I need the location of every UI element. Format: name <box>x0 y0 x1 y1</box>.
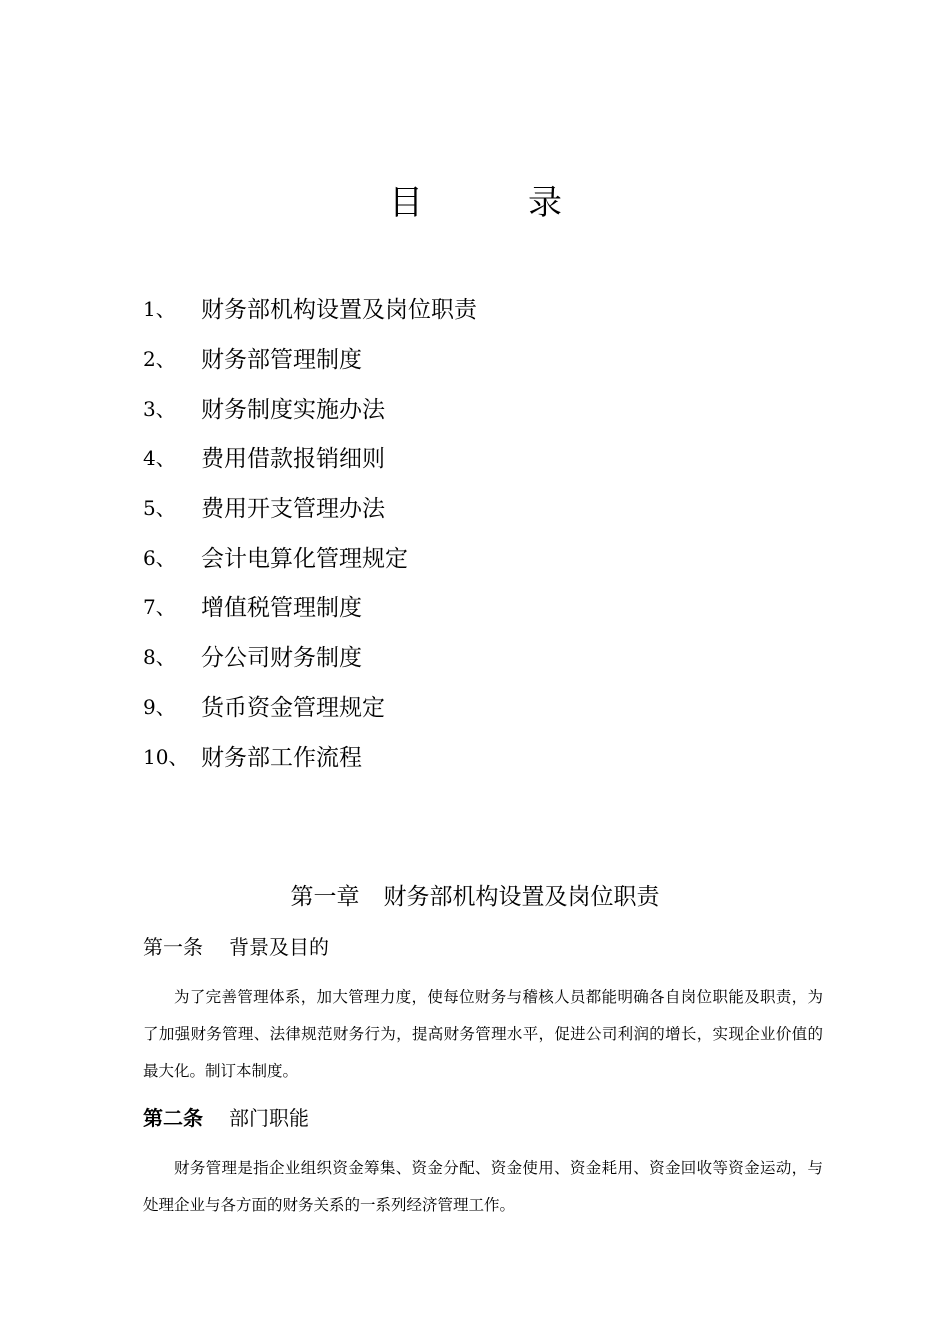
chapter-heading <box>0 878 950 916</box>
toc-item-number: 6、 <box>143 545 176 570</box>
toc-item-number: 7、 <box>143 595 176 620</box>
toc-item[interactable] <box>143 531 843 581</box>
toc-item-number: 2、 <box>143 347 176 372</box>
toc-item-label: 分公司财务制度 <box>201 645 362 672</box>
toc-item-number: 8、 <box>143 645 176 670</box>
article-2-body: 财务管理是指企业组织资金筹集、资金分配、资金使用、资金耗用、资金回收等资金运动，与处理企业与各方面的财务关系的一系列经济管理工作。 <box>143 1159 823 1214</box>
article-2-number: 第二条 <box>143 1106 203 1130</box>
toc-item[interactable] <box>143 482 843 532</box>
article-1-number: 第一条 <box>143 935 203 959</box>
toc-item[interactable] <box>143 730 843 780</box>
article-1-title: 背景及目的 <box>229 935 329 959</box>
toc-item-number: 10、 <box>143 744 189 769</box>
article-2-title: 部门职能 <box>229 1106 309 1130</box>
toc-item[interactable] <box>143 432 843 482</box>
toc-item[interactable] <box>143 283 843 333</box>
toc-item-number: 1、 <box>143 297 176 322</box>
toc-item[interactable] <box>143 333 843 383</box>
toc-item-label: 财务部工作流程 <box>201 744 362 771</box>
toc-item-number: 3、 <box>143 396 176 421</box>
toc-title-char-1: 目 <box>389 183 423 223</box>
toc-item-number: 9、 <box>143 694 176 719</box>
toc-list <box>143 283 843 780</box>
toc-title <box>0 180 950 230</box>
toc-item[interactable] <box>143 581 843 631</box>
toc-item-label: 费用借款报销细则 <box>201 446 385 473</box>
article-2-heading <box>143 1103 309 1133</box>
toc-item-number: 5、 <box>143 496 176 521</box>
toc-item-label: 货币资金管理规定 <box>201 694 385 721</box>
toc-item-number: 4、 <box>143 446 176 471</box>
article-1-body: 为了完善管理体系，加大管理力度，使每位财务与稽核人员都能明确各自岗位职能及职责，为了加强财务管理、法律规范财务行为，提高财务管理水平，促进公司利润的增长，实现企业价值的最大化。制订本制度。 <box>143 988 823 1080</box>
toc-item-label: 财务部机构设置及岗位职责 <box>201 297 477 324</box>
chapter-number: 第一章 <box>290 884 360 910</box>
toc-title-char-2: 录 <box>528 183 562 223</box>
toc-item[interactable] <box>143 681 843 731</box>
article-1-heading <box>143 932 329 962</box>
toc-item-label: 费用开支管理办法 <box>201 496 385 523</box>
toc-item-label: 增值税管理制度 <box>201 595 362 622</box>
toc-item[interactable] <box>143 631 843 681</box>
toc-item-label: 财务部管理制度 <box>201 347 362 374</box>
toc-item-label: 财务制度实施办法 <box>201 396 385 423</box>
toc-item-label: 会计电算化管理规定 <box>201 545 408 572</box>
chapter-title: 财务部机构设置及岗位职责 <box>383 884 660 910</box>
toc-item[interactable] <box>143 382 843 432</box>
